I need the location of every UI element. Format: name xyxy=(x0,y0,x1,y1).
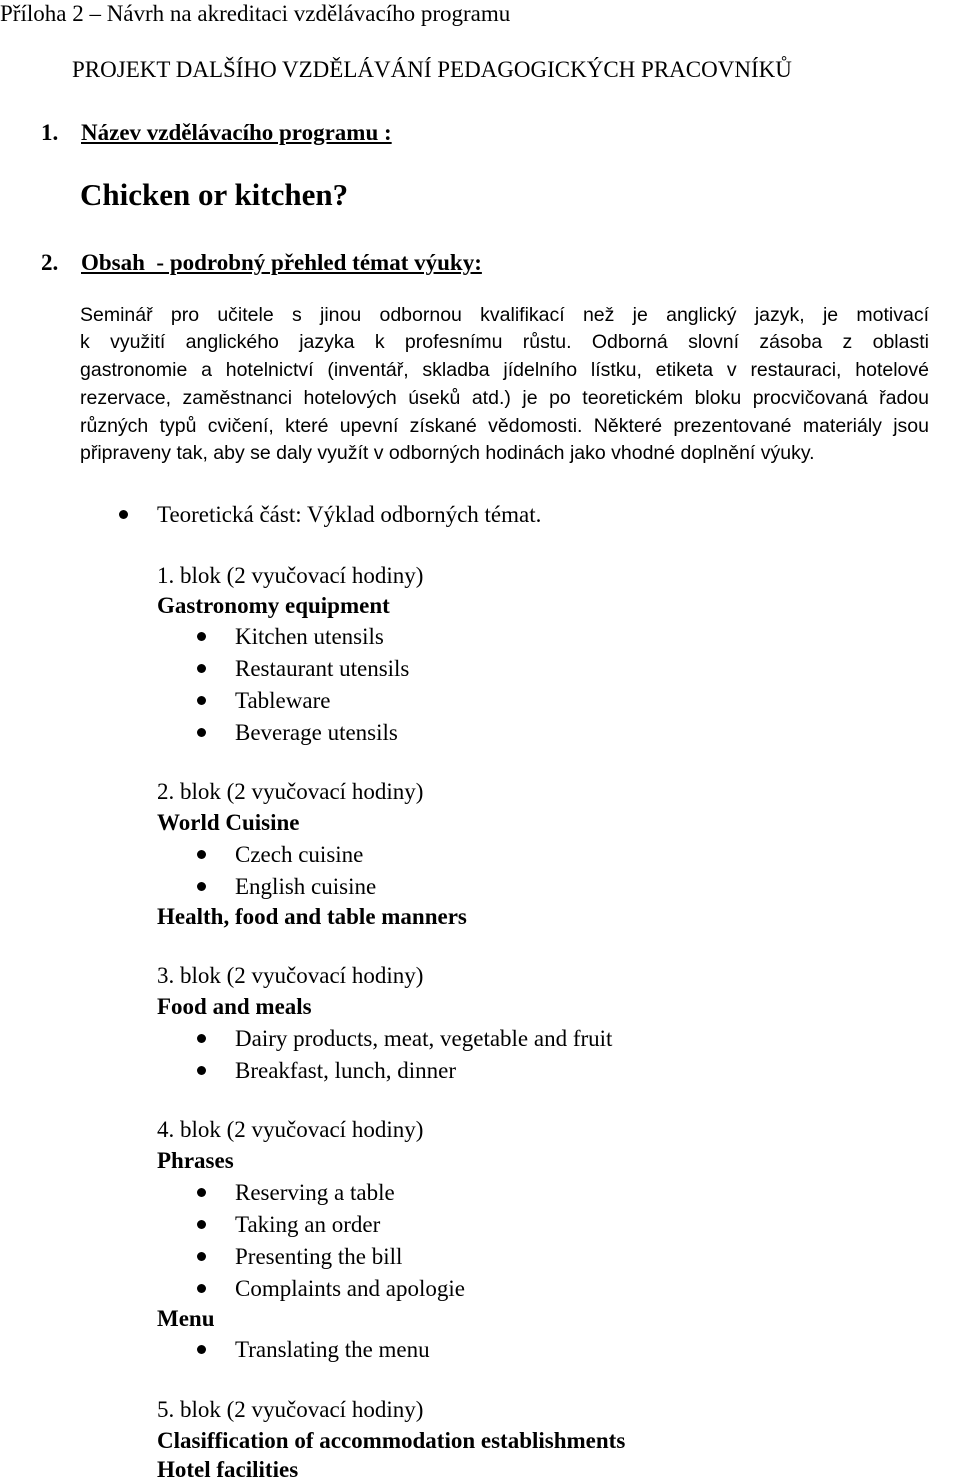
section-1-number: 1. xyxy=(41,120,59,145)
project-title: PROJEKT DALŠÍHO VZDĚLÁVÁNÍ PEDAGOGICKÝCH PRACOVNÍKŮ xyxy=(72,57,792,82)
bullet-icon xyxy=(197,1188,206,1197)
paragraph-line: připraveny tak, aby se daly využít v odborných hodinách jako vhodné doplnění výuky. xyxy=(80,442,815,464)
program-name: Chicken or kitchen? xyxy=(80,177,349,212)
list-item: Czech cuisine xyxy=(235,842,364,867)
bullet-icon xyxy=(197,850,206,859)
block-topic: Menu xyxy=(157,1306,215,1331)
list-item: Tableware xyxy=(235,688,331,713)
bullet-icon xyxy=(197,1345,206,1354)
bullet-icon xyxy=(197,664,206,673)
block-topic: Hotel facilities xyxy=(157,1457,299,1482)
list-item: Kitchen utensils xyxy=(235,624,384,649)
block-topic: Health, food and table manners xyxy=(157,904,467,929)
bullet-icon xyxy=(197,1284,206,1293)
bullet-icon xyxy=(197,728,206,737)
block-topic: Gastronomy equipment xyxy=(157,593,390,618)
block-heading: 5. blok (2 vyučovací hodiny) xyxy=(157,1397,424,1422)
bullet-icon xyxy=(197,696,206,705)
document-header: Příloha 2 – Návrh na akreditaci vzdělávacího programu xyxy=(0,1,511,26)
list-item: Complaints and apologie xyxy=(235,1276,465,1301)
list-item: Restaurant utensils xyxy=(235,656,410,681)
block-topic: Phrases xyxy=(157,1148,234,1173)
section-2-label: Obsah - podrobný přehled témat výuky: xyxy=(81,250,482,275)
section-1-label: Název vzdělávacího programu : xyxy=(81,120,392,145)
bullet-icon xyxy=(197,882,206,891)
bullet-icon xyxy=(119,510,128,519)
paragraph-line: různých typů cvičení, které upevní získané vědomosti. Některé prezentované materiály jsou xyxy=(80,415,929,437)
bullet-icon xyxy=(197,1252,206,1261)
block-heading: 4. blok (2 vyučovací hodiny) xyxy=(157,1117,424,1142)
bullet-icon xyxy=(197,1066,206,1075)
bullet-icon xyxy=(197,1034,206,1043)
list-item: Dairy products, meat, vegetable and fruit xyxy=(235,1026,613,1051)
block-topic: Food and meals xyxy=(157,994,312,1019)
block-heading: 3. blok (2 vyučovací hodiny) xyxy=(157,963,424,988)
block-topic: Clasiffication of accommodation establishments xyxy=(157,1428,626,1453)
bullet-icon xyxy=(197,632,206,641)
list-item: Beverage utensils xyxy=(235,720,398,745)
block-topic: World Cuisine xyxy=(157,810,300,835)
list-item: Reserving a table xyxy=(235,1180,395,1205)
paragraph-line: gastronomie a hotelnictví (inventář, skladba jídelního lístku, etiketa v restauraci, hotelové xyxy=(80,359,929,381)
section-2-number: 2. xyxy=(41,250,59,275)
list-item: Breakfast, lunch, dinner xyxy=(235,1058,456,1083)
block-heading: 1. blok (2 vyučovací hodiny) xyxy=(157,563,424,588)
paragraph-line: Seminář pro učitele s jinou odbornou kvalifikací než je anglický jazyk, je motivací xyxy=(80,304,929,326)
block-heading: 2. blok (2 vyučovací hodiny) xyxy=(157,779,424,804)
paragraph-line: rezervace, zaměstnanci hotelových úseků atd.) je po teoretickém bloku procvičovaná řadou xyxy=(80,387,929,409)
bullet-icon xyxy=(197,1220,206,1229)
list-item: Taking an order xyxy=(235,1212,381,1237)
list-item: Presenting the bill xyxy=(235,1244,403,1269)
paragraph-line: k využití anglického jazyka k profesnímu růstu. Odborná slovní zásoba z oblasti xyxy=(80,331,929,353)
list-item: English cuisine xyxy=(235,874,377,899)
list-item: Translating the menu xyxy=(235,1337,430,1362)
theory-label: Teoretická část: Výklad odborných témat. xyxy=(157,502,542,527)
